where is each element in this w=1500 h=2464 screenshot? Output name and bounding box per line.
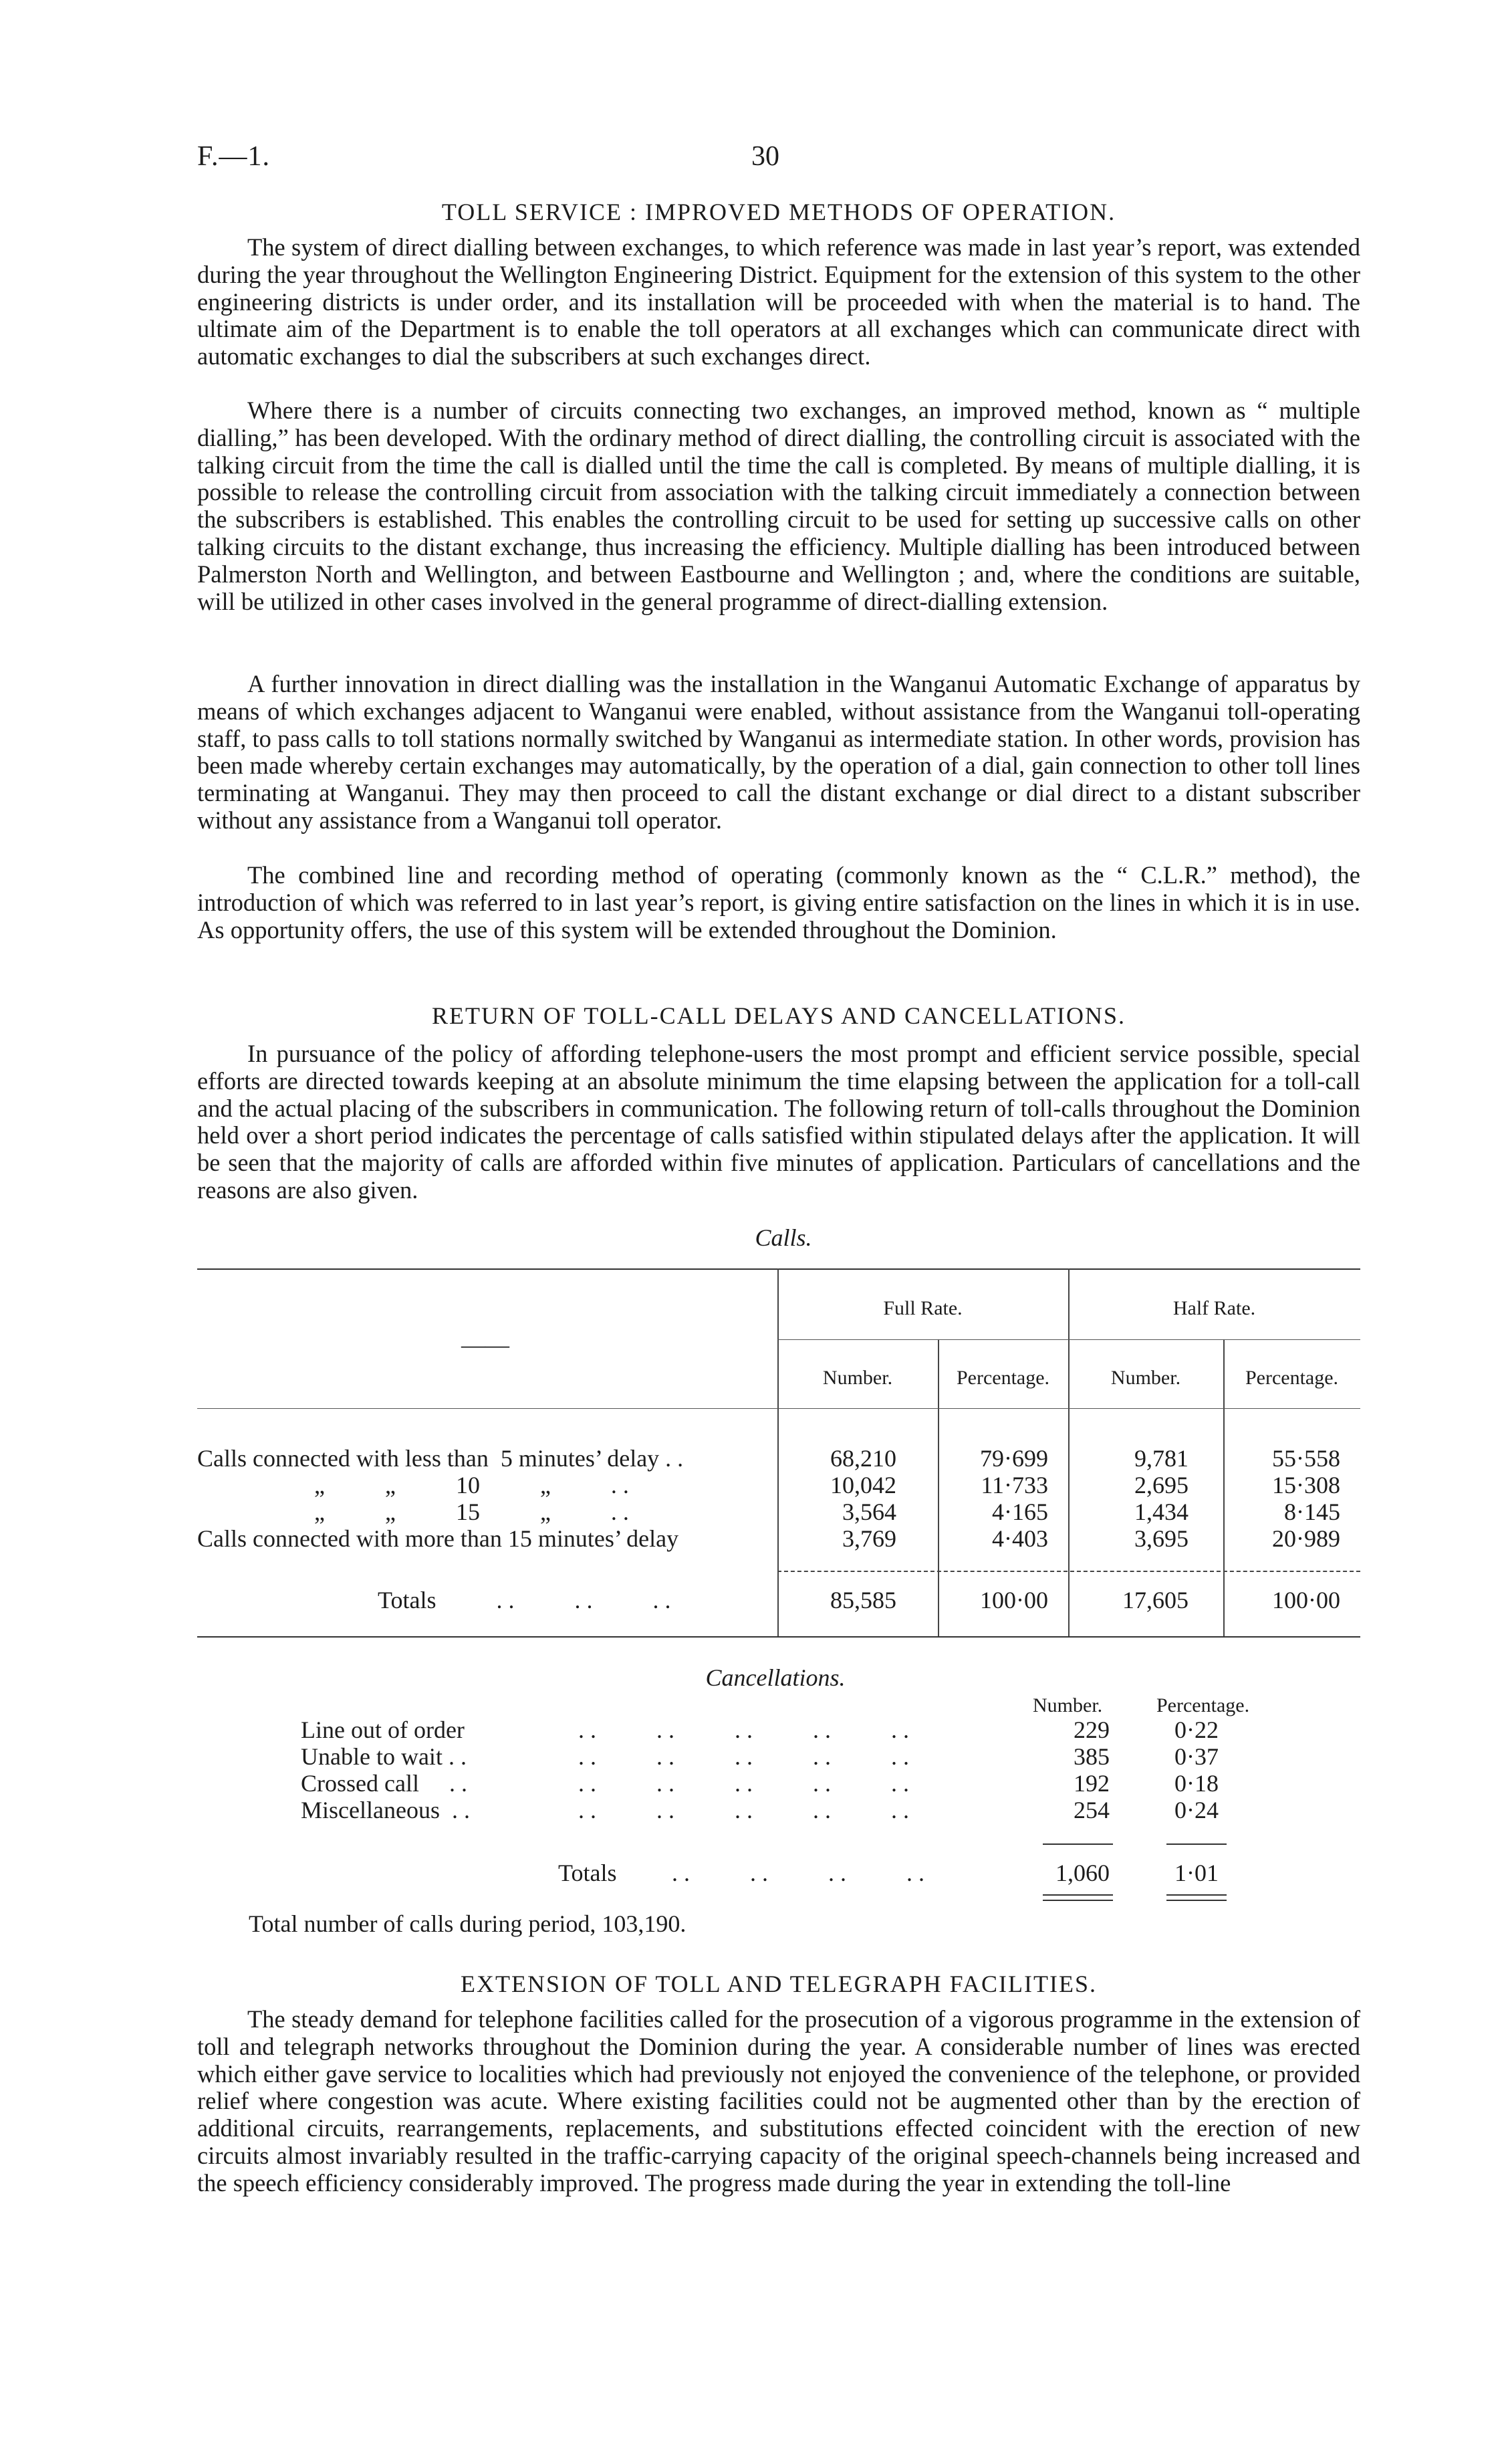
table-cell: 2,695 [1134,1472,1189,1498]
document-reference: F.—1. [197,141,270,172]
leader-dots: . . . . . . . . . . [578,1716,909,1743]
table-cell-total: 100·00 [980,1587,1048,1613]
column-header-percentage: Percentage. [1156,1694,1250,1716]
table-rule-totals [777,1571,1360,1572]
table-cell: 20·989 [1272,1525,1340,1552]
total-calls-note: Total number of calls during period, 103,190. [249,1910,686,1937]
table-cell: 1,434 [1134,1498,1189,1525]
leader-dots: . . . . . . . . [672,1860,924,1886]
table-cell: 15·308 [1272,1472,1340,1498]
table-cell-total: 17,605 [1122,1587,1189,1613]
table-cell: 55·558 [1272,1445,1340,1472]
cancellation-reason: Unable to wait . . [301,1743,467,1770]
column-header-number: Number. [822,1367,893,1389]
section-title-toll-service: TOLL SERVICE : IMPROVED METHODS OF OPERATION. [441,199,1116,225]
table-cell: 8·145 [1284,1498,1340,1525]
paragraph: In pursuance of the policy of affording telephone-users the most prompt and efficient service possible, special efforts are directed towards keeping at an absolute minimum the time elapsing between the application for a toll-call and the actual placing of the subscribers in communication. The following return of toll-calls throughout the Dominion held over a short period indicates the percentage of calls satisfied within stipulated delays after the application. It will be seen that the majority of calls are afforded within five minutes of application. Particulars of cancellations and the reasons are also given. [197,1040,1360,1204]
column-header-percentage: Percentage. [956,1367,1050,1389]
double-rule [1166,1894,1227,1901]
column-header-number: Number. [1033,1694,1103,1716]
paragraph: A further innovation in direct dialling was the installation in the Wanganui Automatic Exchange of apparatus by means of which exchanges adjacent to Wanganui were enabled, without assistance from the Wanganui toll-operating staff, to pass calls to toll stations normally switched by Wanganui as intermediate station. In other words, provision has been made whereby certain exchanges may automatically, by the operation of a dial, gain connection to other toll lines terminating at Wanganui. They may then proceed to call the distant exchange or dial direct to a distant subscriber without any assistance from a Wanganui toll operator. [197,670,1360,834]
table-cell: 3,695 [1134,1525,1189,1552]
row-label: „ „ 10 „ . . [314,1472,629,1498]
cancellation-total-number: 1,060 [1055,1860,1110,1886]
cancellation-number: 192 [1074,1770,1110,1797]
table-cell: 9,781 [1134,1445,1189,1472]
cancellation-reason: Crossed call . . [301,1770,467,1797]
sum-rule [1166,1843,1227,1845]
table-cell-total: 85,585 [830,1587,896,1613]
table-rule-bottom [197,1636,1360,1638]
cancellation-reason: Line out of order [301,1716,465,1743]
table-cell: 3,564 [842,1498,896,1525]
totals-label: Totals [558,1860,617,1886]
section-title-extension: EXTENSION OF TOLL AND TELEGRAPH FACILITIES. [461,1971,1097,1997]
paragraph: The combined line and recording method of operating (commonly known as the “ C.L.R.” method), the introduction of which was referred to in last year’s report, is giving entire satisfaction on the lines in which it is in use. As opportunity offers, the use of this system will be extended throughout the Dominion. [197,861,1360,943]
column-header-number: Number. [1110,1367,1181,1389]
table-rule-top [197,1268,1360,1270]
table-cell: 10,042 [830,1472,896,1498]
totals-label: Totals . . . . . . [378,1587,671,1613]
table-cell: 3,769 [842,1525,896,1552]
paragraph: The steady demand for telephone facilities called for the prosecution of a vigorous programme in the extension of toll and telegraph networks throughout the Dominion during the year. A considerable number of lines was erected which either gave service to localities which had previously not enjoyed the convenience of the telephone, or provided relief where congestion was acute. Where existing facilities could not be augmented other than by the erection of additional circuits, rearrangements, replacements, and substitutions effected coincident with the erection of new circuits almost invariably resulted in the traffic-carrying capacity of the original speech-channels being increased and the speech efficiency considerably improved. The progress made during the year in extending the toll-line [197,2005,1360,2197]
table-rule-group [777,1339,1360,1340]
column-group-half-rate: Half Rate. [1172,1297,1256,1319]
calls-table-caption: Calls. [755,1224,812,1251]
row-label: „ „ 15 „ . . [314,1498,629,1525]
cancellation-percentage: 0·37 [1174,1743,1219,1770]
table-cell: 11·733 [981,1472,1048,1498]
table-cell-total: 100·00 [1272,1587,1340,1613]
cancellation-percentage: 0·18 [1174,1770,1219,1797]
page-number: 30 [751,141,779,172]
cancellation-number: 385 [1074,1743,1110,1770]
table-cell: 4·165 [992,1498,1048,1525]
cancellation-reason: Miscellaneous . . [301,1797,470,1823]
double-rule [1043,1894,1113,1901]
cancellation-total-percentage: 1·01 [1174,1860,1219,1886]
table-cell: 68,210 [830,1445,896,1472]
row-label: Calls connected with less than 5 minutes’ delay . . [197,1445,684,1472]
table-cell: 4·403 [992,1525,1048,1552]
table-stub-dash: —— [461,1331,509,1358]
leader-dots: . . . . . . . . . . [578,1770,909,1797]
leader-dots: . . . . . . . . . . [578,1797,909,1823]
cancellations-caption: Cancellations. [705,1664,846,1691]
sum-rule [1043,1843,1113,1845]
cancellation-number: 229 [1074,1716,1110,1743]
cancellation-number: 254 [1074,1797,1110,1823]
column-group-full-rate: Full Rate. [883,1297,963,1319]
column-header-percentage: Percentage. [1245,1367,1339,1389]
table-cell: 79·699 [980,1445,1048,1472]
paragraph: Where there is a number of circuits connecting two exchanges, an improved method, known as “ multiple dialling,” has been developed. With the ordinary method of direct dialling, the controlling circuit is associated with the talking circuit from the time the call is dialled until the time the call is completed. By means of multiple dialling, it is possible to release the controlling circuit from association with the talking circuit immediately a connection between the subscribers is established. This enables the controlling circuit to be used for setting up successive calls on other talking circuits to the distant exchange, thus increasing the efficiency. Multiple dialling has been introduced between Palmerston North and Wellington, and between Eastbourne and Wellington ; and, where the conditions are suitable, will be utilized in other cases involved in the general programme of direct-dialling extension. [197,397,1360,615]
cancellation-percentage: 0·24 [1174,1797,1219,1823]
section-title-toll-call-delays: RETURN OF TOLL-CALL DELAYS AND CANCELLATIONS. [431,1002,1126,1029]
leader-dots: . . . . . . . . . . [578,1743,909,1770]
row-label: Calls connected with more than 15 minutes’ delay [197,1525,679,1552]
cancellation-percentage: 0·22 [1174,1716,1219,1743]
paragraph: The system of direct dialling between exchanges, to which reference was made in last year’s report, was extended during the year throughout the Wellington Engineering District. Equipment for the extension of this system to the other engineering districts is under order, and its installation will be proceeded with when the material is to hand. The ultimate aim of the Department is to enable the toll operators at all exchanges which can communicate direct with automatic exchanges to dial the subscribers at such exchanges direct. [197,233,1360,370]
table-rule-header [197,1408,1360,1409]
